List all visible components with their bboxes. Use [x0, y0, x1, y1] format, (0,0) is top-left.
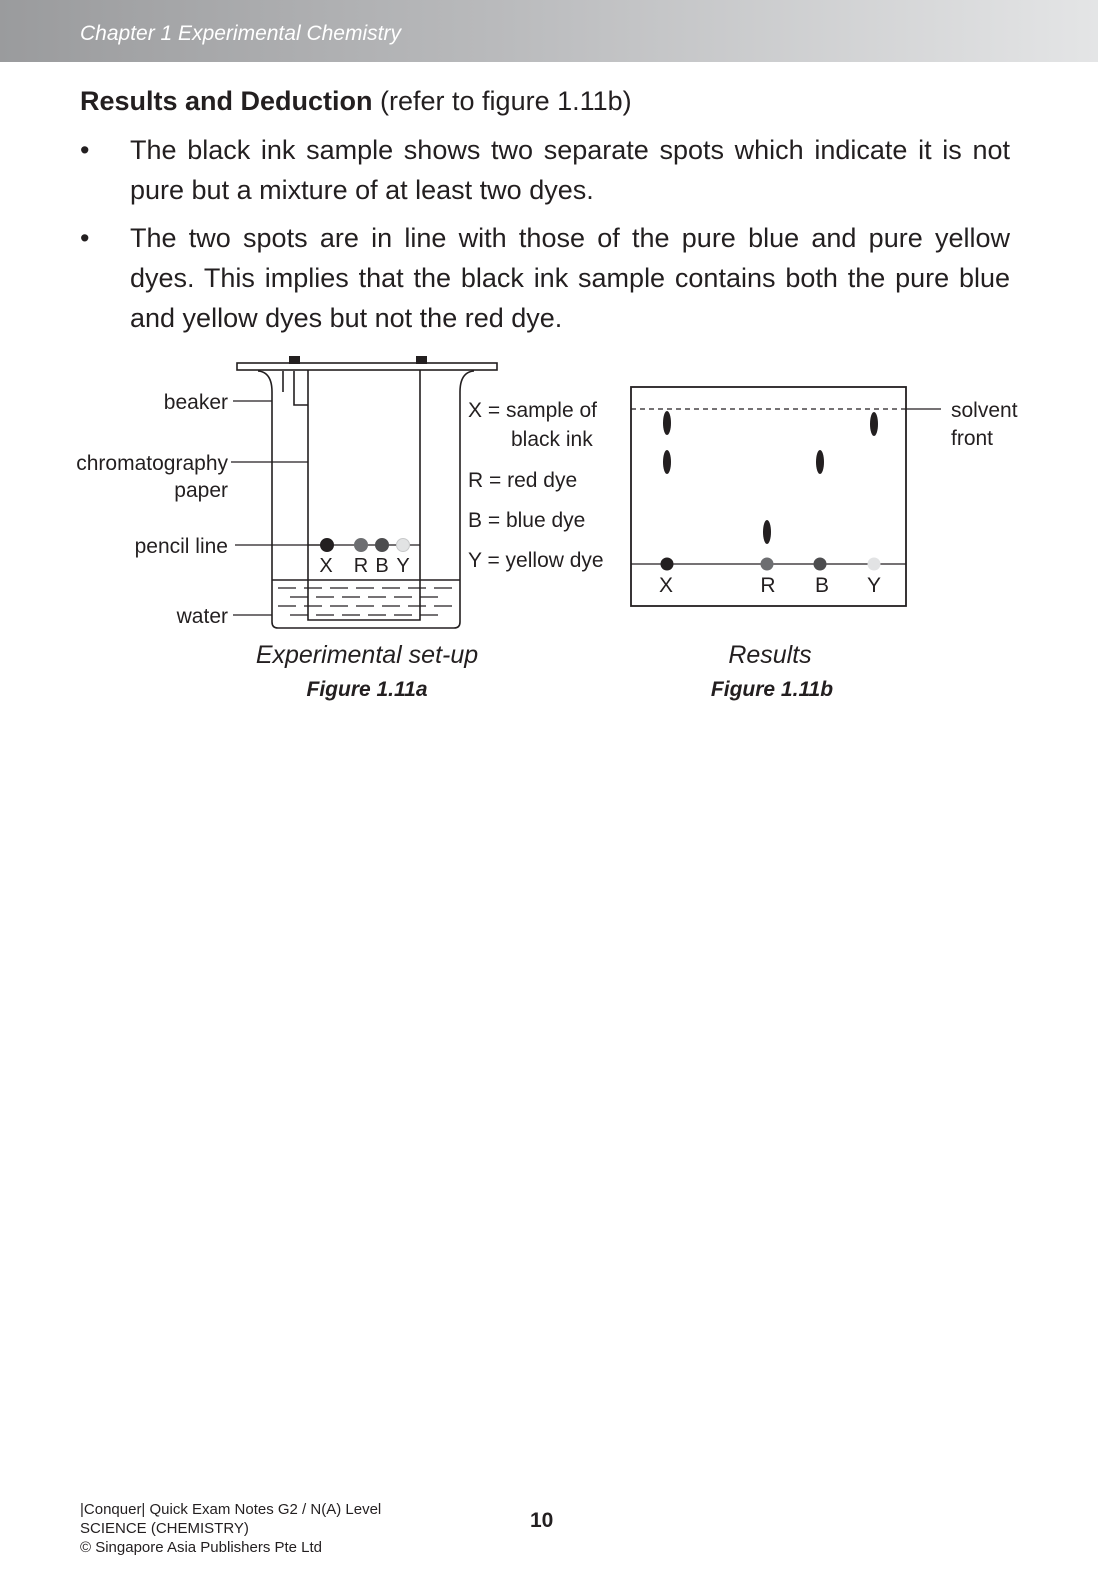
clip-left [289, 356, 300, 364]
caption-setup: Experimental set-up [255, 641, 479, 669]
bullet-text: The two spots are in line with those of the pure blue and pure yellow dyes. This implies that the black ink sample contains both the pure blue and yellow dyes but not the red dye. [130, 223, 1010, 333]
column-letter: R [760, 574, 776, 597]
spot-letter: R [353, 555, 369, 577]
footer-book-title: |Conquer| Quick Exam Notes G2 / N(A) Level [80, 1501, 382, 1518]
result-spot-x-upper [663, 411, 671, 435]
bullet-item [80, 218, 1010, 338]
key-r: R = red dye [468, 469, 578, 492]
section-heading-bold: Results and Deduction [80, 86, 373, 116]
label-solvent: solvent [951, 399, 1018, 422]
water-ripples [278, 588, 452, 615]
key-b: B = blue dye [468, 509, 586, 532]
key-x-line1: X = sample of [468, 399, 597, 422]
base-spot-y [868, 558, 881, 571]
spot-letter: B [375, 555, 389, 577]
base-spot-b [814, 558, 827, 571]
base-spot-r [761, 558, 774, 571]
column-letter: B [814, 574, 830, 597]
footer-publisher-info [80, 1500, 381, 1557]
label-water: water [176, 605, 228, 628]
spot-y [397, 539, 410, 552]
bullet-item [80, 130, 1010, 210]
base-spot-x [661, 558, 674, 571]
label-front: front [951, 427, 994, 450]
bullet-list [80, 130, 1010, 346]
spot-b [376, 539, 389, 552]
spot-x [321, 539, 334, 552]
caption-results: Results [728, 641, 812, 669]
figure-label-a: Figure 1.11a [306, 678, 428, 701]
footer-subject: SCIENCE (CHEMISTRY) [80, 1520, 249, 1537]
label-beaker: beaker [163, 391, 228, 414]
result-spot-r [763, 520, 771, 544]
bullet-text: The black ink sample shows two separate spots which indicate it is not pure but a mixture of at least two dyes. [130, 135, 1010, 205]
footer-copyright: © Singapore Asia Publishers Pte Ltd [80, 1539, 323, 1556]
beaker-outline [258, 371, 474, 628]
section-heading [80, 86, 632, 117]
chromatography-figures [0, 350, 1098, 720]
result-spot-x-lower [663, 450, 671, 474]
spot-letter: Y [396, 555, 410, 577]
spot-letter: X [319, 555, 333, 577]
key-x-line2: black ink [511, 428, 593, 451]
key-y: Y = yellow dye [468, 549, 604, 572]
label-pencil-line: pencil line [134, 535, 228, 558]
result-spot-b [816, 450, 824, 474]
clip-right [416, 356, 427, 364]
beaker-diagram [231, 356, 497, 628]
column-letter: X [658, 574, 674, 597]
chromatography-paper [308, 370, 420, 620]
paper-fold [294, 371, 308, 405]
label-chromatography: chromatography [76, 452, 228, 475]
page-number: 10 [530, 1509, 554, 1532]
support-rod [237, 363, 497, 370]
label-paper: paper [174, 479, 228, 502]
result-spot-y [870, 412, 878, 436]
chapter-title: Chapter 1 Experimental Chemistry [80, 22, 401, 45]
figure-label-b: Figure 1.11b [710, 678, 834, 701]
section-heading-rest: (refer to figure 1.11b) [372, 86, 632, 116]
spot-r [355, 539, 368, 552]
bullet-icon: • [80, 223, 90, 253]
bullet-icon: • [80, 135, 90, 165]
column-letter: Y [866, 574, 882, 597]
